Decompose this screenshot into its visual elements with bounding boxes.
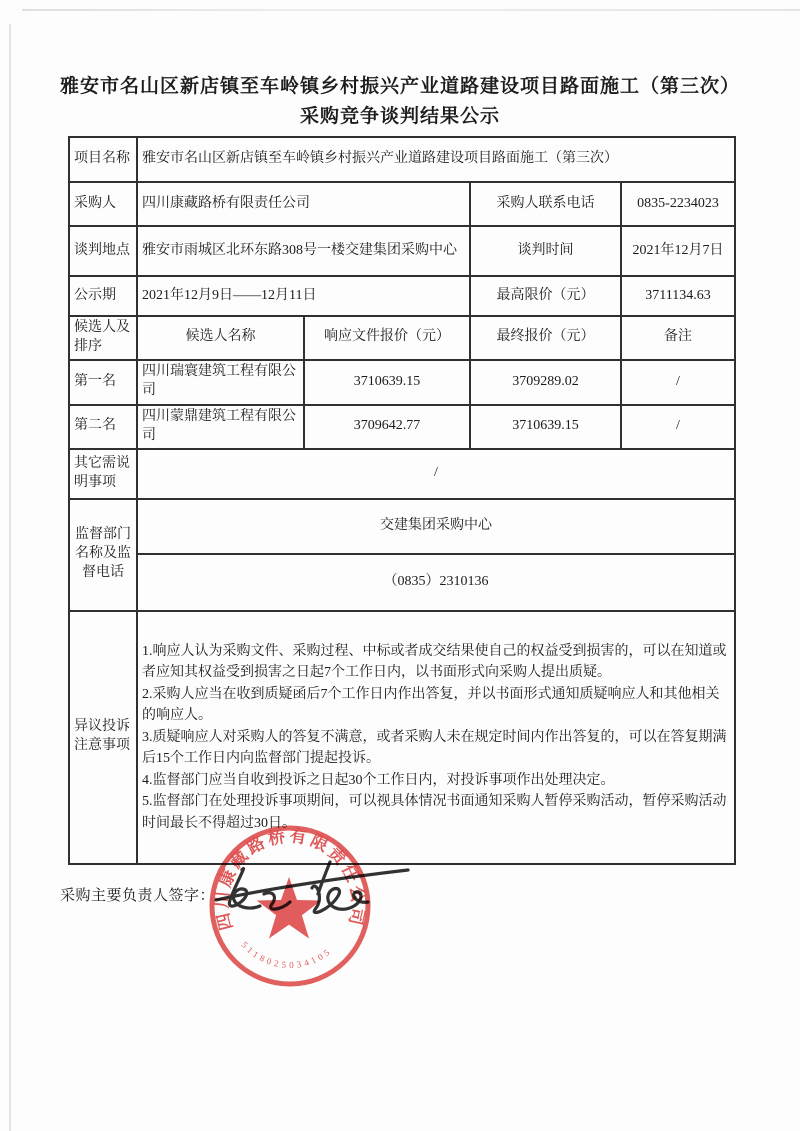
objection-label: 异议投诉注意事项 bbox=[69, 611, 137, 864]
purchaser-value: 四川康藏路桥有限责任公司 bbox=[137, 182, 470, 226]
page-title: 雅安市名山区新店镇至车岭镇乡村振兴产业道路建设项目路面施工（第三次）采购竞争谈判结果公示 bbox=[59, 76, 740, 128]
project-name-label: 项目名称 bbox=[69, 137, 137, 182]
objection-note-5: 5.监督部门在处理投诉事项期间，可以视具体情况书面通知采购人暂停采购活动，暂停采购活动时间最长不得超过30日。 bbox=[142, 794, 727, 831]
candidates-rank-header: 候选人及排序 bbox=[69, 316, 137, 360]
signature-handwriting bbox=[212, 852, 417, 940]
table-row-project bbox=[69, 137, 735, 182]
signer-label: 采购主要负责人签字： bbox=[60, 888, 216, 904]
candidate-final-price: 3710639.15 bbox=[470, 405, 621, 449]
candidate-doc-price: 3709642.77 bbox=[304, 405, 470, 449]
candidates-name-header: 候选人名称 bbox=[137, 316, 304, 360]
candidate-remark: / bbox=[621, 405, 735, 449]
table-row-other bbox=[69, 449, 735, 499]
table-row-supervisor-phone bbox=[69, 554, 735, 611]
candidate-doc-price: 3710639.15 bbox=[304, 360, 470, 405]
publicity-period-label: 公示期 bbox=[69, 276, 137, 316]
candidates-finalprice-header: 最终报价（元） bbox=[470, 316, 621, 360]
table-row-supervisor-name bbox=[69, 499, 735, 554]
purchaser-phone-label: 采购人联系电话 bbox=[470, 182, 621, 226]
candidate-rank: 第一名 bbox=[69, 360, 137, 405]
supervisor-name-value: 交建集团采购中心 bbox=[137, 499, 735, 554]
other-notes-value: / bbox=[137, 449, 735, 499]
candidate-name: 四川瑞寰建筑工程有限公司 bbox=[137, 360, 304, 405]
purchaser-phone-value: 0835-2234023 bbox=[621, 182, 735, 226]
negotiation-time-label: 谈判时间 bbox=[470, 226, 621, 276]
result-table bbox=[68, 136, 736, 865]
negotiation-place-label: 谈判地点 bbox=[69, 226, 137, 276]
candidates-docprice-header: 响应文件报价（元） bbox=[304, 316, 470, 360]
supervisor-phone-value: （0835）2310136 bbox=[137, 554, 735, 611]
publicity-period-value: 2021年12月9日——12月11日 bbox=[137, 276, 470, 316]
seal-company-text: 四川康藏路桥有限责任公司 bbox=[212, 826, 368, 933]
candidate-name: 四川蒙鼎建筑工程有限公司 bbox=[137, 405, 304, 449]
candidates-remark-header: 备注 bbox=[621, 316, 735, 360]
table-row-candidates-header bbox=[69, 316, 735, 360]
table-row-negotiation bbox=[69, 226, 735, 276]
negotiation-time-value: 2021年12月7日 bbox=[621, 226, 735, 276]
objection-note-4: 4.监督部门应当自收到投诉之日起30个工作日内，对投诉事项作出处理决定。 bbox=[142, 772, 615, 788]
svg-text:5118025034105 bbox=[239, 940, 334, 970]
scan-edge-artifact bbox=[9, 24, 11, 1131]
table-row-publicity bbox=[69, 276, 735, 316]
other-notes-label: 其它需说明事项 bbox=[69, 449, 137, 499]
table-row-candidate-1 bbox=[69, 360, 735, 405]
purchaser-label: 采购人 bbox=[69, 182, 137, 226]
scan-edge-artifact bbox=[22, 9, 800, 11]
candidate-remark: / bbox=[621, 360, 735, 405]
candidate-rank: 第二名 bbox=[69, 405, 137, 449]
table-row-objection bbox=[69, 611, 735, 864]
max-price-value: 3711134.63 bbox=[621, 276, 735, 316]
seal-number-text: 5118025034105 bbox=[239, 939, 335, 971]
objection-note-1: 1.响应人认为采购文件、采购过程、中标或者成交结果使自己的权益受到损害的，可以在知道或者应知其权益受到损害之日起7个工作日内，以书面形式向采购人提出质疑。 bbox=[142, 643, 727, 681]
table-row-purchaser bbox=[69, 182, 735, 226]
table-row-candidate-2 bbox=[69, 405, 735, 449]
supervisor-label: 监督部门名称及监督电话 bbox=[69, 499, 137, 611]
max-price-label: 最高限价（元） bbox=[470, 276, 621, 316]
objection-note-3: 3.质疑响应人对采购人的答复不满意，或者采购人未在规定时间内作出答复的，可以在答复期满后15个工作日内向监督部门提起投诉。 bbox=[142, 729, 727, 767]
project-name-value: 雅安市名山区新店镇至车岭镇乡村振兴产业道路建设项目路面施工（第三次） bbox=[137, 137, 735, 182]
objection-note-2: 2.采购人应当在收到质疑函后7个工作日内作出答复，并以书面形式通知质疑响应人和其他相关的响应人。 bbox=[142, 686, 720, 724]
candidate-final-price: 3709289.02 bbox=[470, 360, 621, 405]
negotiation-place-value: 雅安市雨城区北环东路308号一楼交建集团采购中心 bbox=[137, 226, 470, 276]
